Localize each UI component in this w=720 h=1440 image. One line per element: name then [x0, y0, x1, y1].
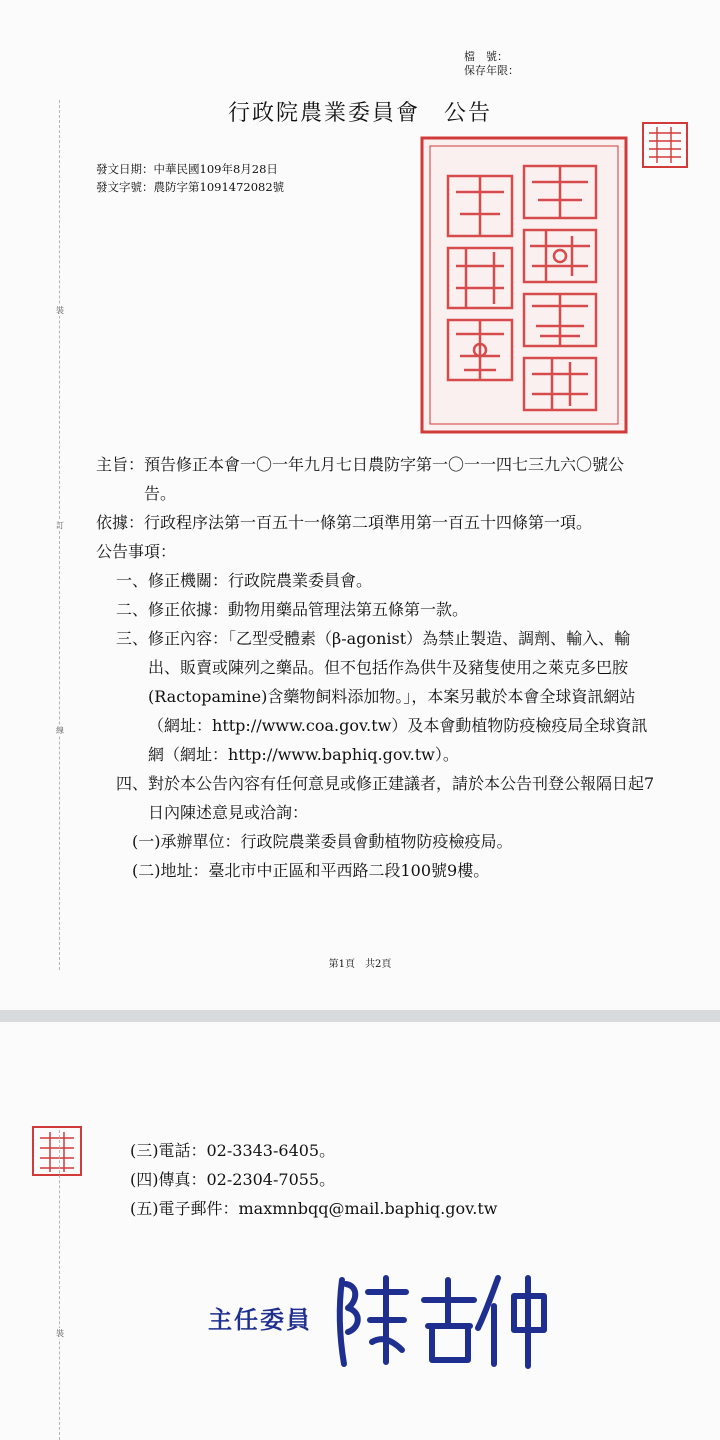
sub-item — [96, 827, 656, 856]
contact-list — [130, 1136, 497, 1223]
binding-mark-mid: 訂 — [52, 520, 68, 531]
list-item — [96, 595, 656, 624]
binding-mark-bottom: 線 — [52, 725, 68, 736]
contact-fax: 傳真：02-2304-7055。 — [158, 1170, 336, 1189]
contact-number: (三) — [130, 1141, 159, 1160]
contact-item — [130, 1194, 497, 1223]
list-item — [96, 624, 656, 769]
item-number: 一、 — [116, 571, 149, 590]
items-label: 公告事項： — [96, 542, 177, 561]
signature-block — [200, 1270, 560, 1370]
archive-number-label: 檔 號： — [464, 50, 508, 63]
page-title: 行政院農業委員會 公告 — [227, 101, 492, 126]
sub-item — [96, 856, 656, 885]
page-2 — [0, 1022, 720, 1440]
sub-item-text: 承辦單位：行政院農業委員會動植物防疫檢疫局。 — [160, 832, 513, 851]
contact-email: 電子郵件：maxmnbqq@mail.baphiq.gov.tw — [158, 1199, 498, 1218]
subject-row — [96, 450, 656, 508]
sub-item-number: (一) — [132, 832, 161, 851]
contact-item — [130, 1136, 497, 1165]
issue-date: 發文日期：中華民國109年8月28日 — [96, 162, 278, 176]
list-item — [96, 769, 656, 827]
contact-item — [130, 1165, 497, 1194]
binding-line-2 — [52, 1130, 68, 1440]
doc-meta — [96, 160, 284, 196]
handwritten-signature — [328, 1270, 556, 1370]
item-number: 二、 — [116, 600, 149, 619]
item-text: 修正依據：動物用藥品管理法第五條第一款。 — [148, 600, 469, 619]
subject-text: 預告修正本會一〇一年九月七日農防字第一〇一一四七三九六〇號公告。 — [144, 455, 625, 503]
item-text: 修正機關：行政院農業委員會。 — [148, 571, 373, 590]
contact-number: (四) — [130, 1170, 159, 1189]
item-text: 對於本公告內容有任何意見或修正建議者，請於本公告刊登公報隔日起7日內陳述意見或洽詢： — [148, 774, 655, 822]
subject-label: 主旨： — [96, 455, 145, 474]
page-number: 第1頁 共2頁 — [328, 959, 392, 970]
archive-info — [464, 50, 519, 78]
page-divider — [0, 1010, 720, 1022]
signer-title: 主任委員 — [208, 1305, 312, 1334]
retention-label: 保存年限： — [464, 64, 519, 77]
sub-item-text: 地址：臺北市中正區和平西路二段100號9樓。 — [160, 861, 490, 880]
item-number: 四、 — [116, 774, 149, 793]
binding-line — [52, 100, 68, 970]
small-stamp-text: 章戳 — [57, 1177, 59, 1178]
announcement-body — [96, 450, 656, 885]
sub-item-number: (二) — [132, 861, 161, 880]
contact-number: (五) — [130, 1199, 159, 1218]
item-number: 三、 — [116, 629, 149, 648]
item-text: 修正內容：「乙型受體素（β-agonist）為禁止製造、調劑、輸入、輸出、販賣或陳列之藥品。但不包括作為供牛及豬隻使用之萊克多巴胺(Ractopamine)含藥物飼料添加物。」，本案另載於本會全球資訊網站（網址：http://www.coa.gov.tw）及本會動植物防疫檢疫局全球資訊網（網址：http://www.baphiq.gov.tw）。 — [148, 629, 648, 764]
binding-mark-top: 裝 — [52, 305, 68, 316]
basis-text: 行政程序法第一百五十一條第二項準用第一百五十四條第一項。 — [144, 513, 593, 532]
contact-phone: 電話：02-3343-6405。 — [158, 1141, 336, 1160]
binding-mark-top: 裝 — [52, 1328, 68, 1339]
document-number: 發文字號：農防字第1091472082號 — [96, 180, 285, 194]
corner-stamp-text: 章戳 — [665, 168, 667, 169]
basis-row — [96, 508, 656, 537]
signature-text: 陳吉仲 — [442, 1369, 445, 1370]
basis-label: 依據： — [96, 513, 145, 532]
list-item — [96, 566, 656, 595]
official-seal — [420, 136, 628, 434]
corner-stamp — [641, 121, 689, 169]
